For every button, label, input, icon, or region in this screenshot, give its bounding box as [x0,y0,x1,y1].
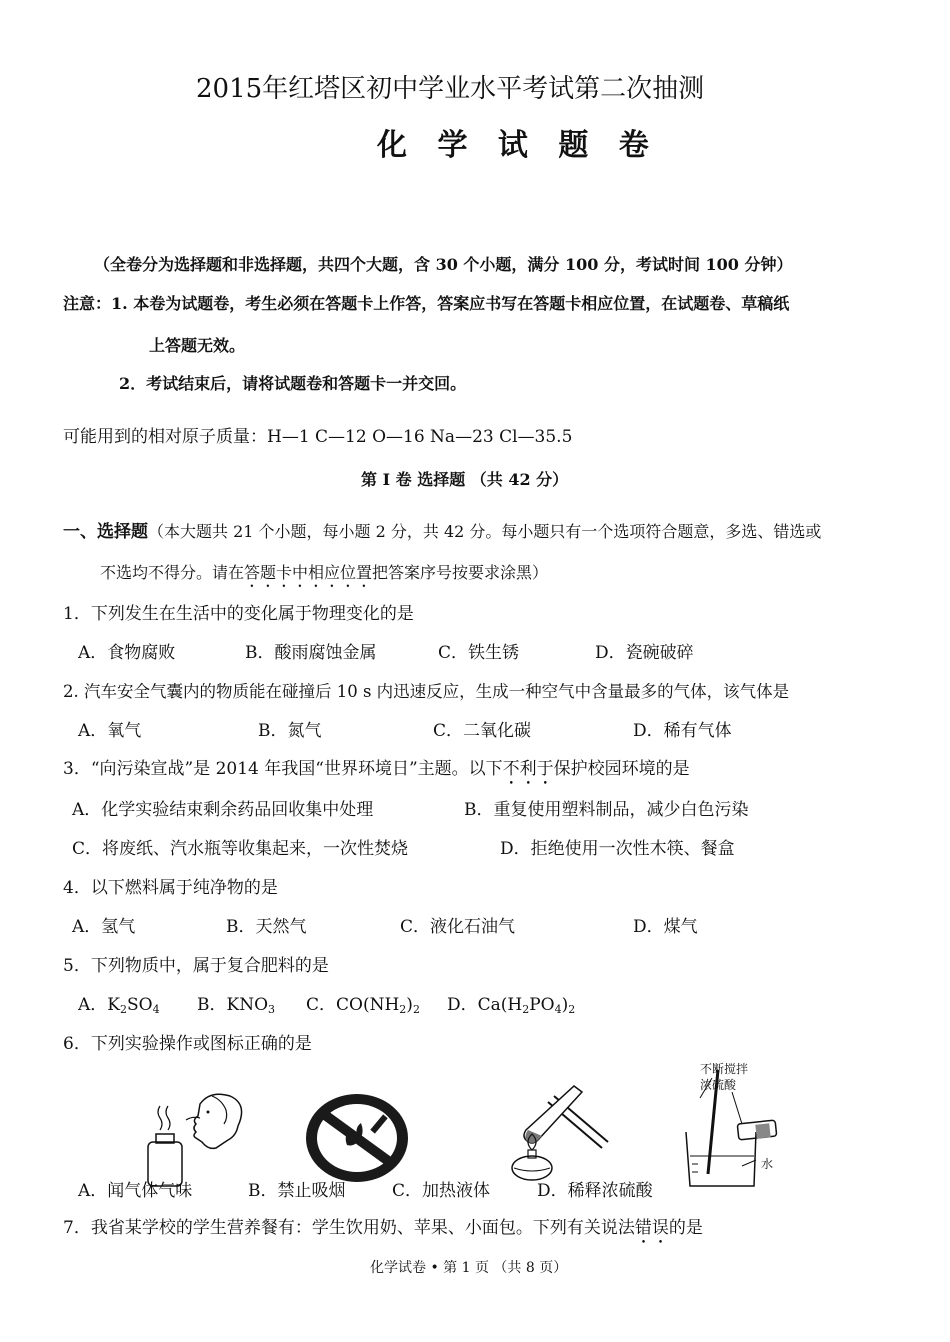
question-6-option-c: C．加热液体 [392,1181,491,1201]
question-2-option-d: D．稀有气体 [633,721,732,741]
q5-a-sub1: 2 [119,1003,127,1016]
q5-a-text2: SO [126,995,153,1015]
question-7-stem-pre: 7．我省某学校的学生营养餐有：学生饮用奶、苹果、小面包。下列有关说法 [63,1218,635,1238]
question-4-option-b: B．天然气 [226,917,307,937]
q5-b-sub1: 3 [268,1003,276,1016]
q5-a-text: A．K [78,995,120,1015]
section-heading: 第 Ⅰ 卷 选择题 （共 42 分） [361,470,569,489]
label-stir: 不断搅拌 [700,1062,749,1076]
q5-d-text2: PO [529,995,555,1015]
figure-heating-liquid [498,1080,613,1185]
question-4-option-c: C．液化石油气 [400,917,516,937]
paper-subtitle: 化 学 试 题 卷 [377,128,659,163]
section-desc-b-emphasis: 答题卡中相应位置 [244,563,373,582]
question-5-stem: 5．下列物质中，属于复合肥料的是 [63,956,329,976]
q5-d-sub1: 2 [522,1003,530,1016]
question-4-stem: 4．以下燃料属于纯净物的是 [63,878,278,898]
question-5-option-a [78,994,160,1016]
notice-1: 注意：1. 本卷为试题卷，考生必须在答题卡上作答，答案应书写在答题卡相应位置，在试题卷、草稿纸 [63,294,790,313]
atomic-mass: 可能用到的相对原子质量：H—1 C—12 O—16 Na—23 Cl—35.5 [63,427,573,447]
question-6-option-d: D．稀释浓硫酸 [537,1181,653,1201]
question-3-option-a: A．化学实验结束剩余药品回收集中处理 [72,800,374,820]
q5-d-sub2: 4 [554,1003,562,1016]
section-desc-a: （本大题共 21 个小题，每小题 2 分，共 42 分。每小题只有一个选项符合题意，多选、错选或 [148,522,822,541]
q5-c-sub1: 2 [399,1003,407,1016]
label-water: 水 [761,1157,774,1171]
question-1-option-c: C．铁生锈 [438,643,520,663]
question-2-option-a: A．氧气 [78,721,142,741]
question-3-stem-pre: 3．“向污染宣战”是 2014 年我国“世界环境日”主题。以下 [63,759,503,779]
q5-d-sub3: 2 [568,1003,576,1016]
question-4-option-a: A．氢气 [72,917,136,937]
question-1-option-a: A．食物腐败 [78,643,176,663]
question-5-option-b [197,994,275,1016]
exam-title: 2015年红塔区初中学业水平考试第二次抽测 [196,74,705,104]
section-desc-b-post: 把答案序号按要求涂黑） [372,563,549,582]
question-4-option-d: D．煤气 [633,917,698,937]
question-7-stem [63,1217,703,1248]
q5-d-text: D．Ca(H [447,995,523,1015]
question-3-stem-emphasis: 不利于 [502,759,554,779]
q5-c-text2: ) [406,995,413,1015]
question-2-option-c: C．二氧化碳 [433,721,532,741]
question-5-option-c [306,994,420,1016]
page-footer: 化学试卷 • 第 1 页 （共 8 页） [370,1260,568,1276]
section-desc-b-pre: 不选均不得分。请在 [100,563,245,582]
question-7-stem-emphasis: 错误 [634,1218,669,1238]
section-description-cont [100,562,548,591]
question-1-option-b: B．酸雨腐蚀金属 [245,643,377,663]
label-acid: 浓硫酸 [700,1078,737,1092]
section-label: 一、选择题 [63,522,148,542]
q5-a-sub2: 4 [152,1003,160,1016]
notice-1-cont: 上答题无效。 [149,336,246,355]
question-1-stem: 1．下列发生在生活中的变化属于物理变化的是 [63,604,414,624]
q5-c-sub2: 2 [412,1003,420,1016]
question-5-option-d [447,994,575,1016]
exam-summary: （全卷分为选择题和非选择题，共四个大题，含 30 个小题，满分 100 分，考试时间 100 分钟） [94,255,793,274]
notice-2: 2．考试结束后，请将试题卷和答题卡一并交回。 [119,374,467,393]
question-6-option-a: A．闻气体气味 [78,1181,193,1201]
question-3-option-b: B．重复使用塑料制品，减少白色污染 [464,800,749,820]
question-2-option-b: B．氮气 [258,721,322,741]
question-2-stem: 2. 汽车安全气囊内的物质能在碰撞后 10 s 内迅速反应，生成一种空气中含量最多的气体，该气体是 [63,682,790,701]
q5-d-text3: ) [561,995,569,1015]
q5-c-text: C．CO(NH [306,995,400,1015]
question-3-option-d: D．拒绝使用一次性木筷、餐盒 [500,839,735,859]
section-description [63,521,821,543]
figure-smell-gas [140,1090,250,1190]
question-3-stem-post: 保护校园环境的是 [553,759,690,779]
question-6-stem: 6．下列实验操作或图标正确的是 [63,1034,312,1054]
question-3-stem [63,758,690,789]
q5-b-text: B．KNO [197,995,269,1015]
question-3-option-c: C．将废纸、汽水瓶等收集起来，一次性焚烧 [72,839,409,859]
question-6-option-b: B．禁止吸烟 [248,1181,346,1201]
question-7-stem-post: 的是 [668,1218,703,1238]
question-1-option-d: D．瓷碗破碎 [595,643,694,663]
figure-no-smoking-sign [305,1093,409,1183]
